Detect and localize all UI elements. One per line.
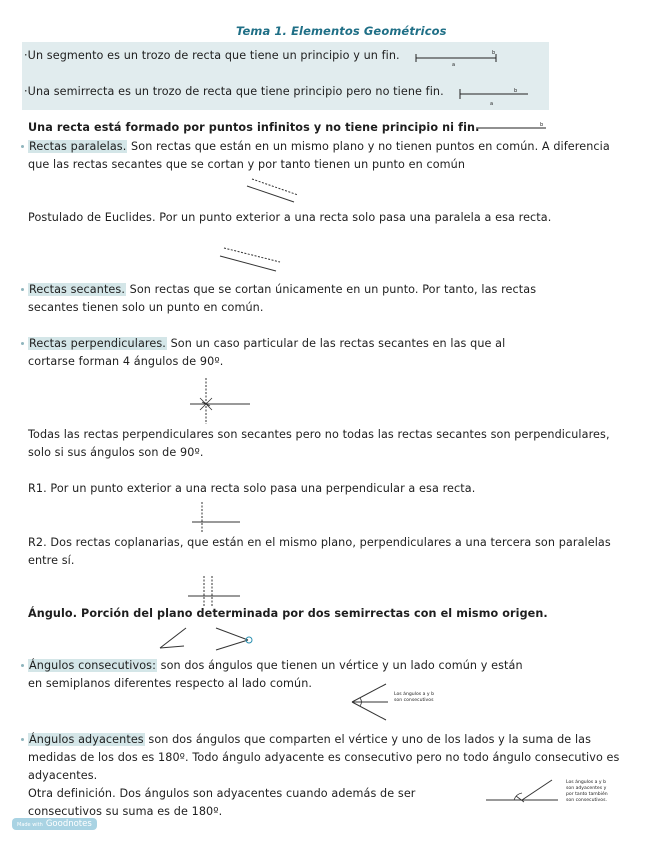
- all-perpendicular-text-2: solo si sus ángulos son de 90º.: [28, 446, 204, 459]
- perpendicular-figure: [186, 376, 256, 426]
- r1-figure: [190, 500, 250, 534]
- line-definition: Una recta está formado por puntos infinitos y no tiene principio ni fin.: [28, 121, 480, 134]
- secant-lines-paragraph: [28, 280, 536, 299]
- all-perpendicular-text-1: Todas las rectas perpendiculares son secantes pero no todas las rectas secantes son perpendiculares,: [28, 428, 610, 441]
- consecutive-angles-figure: [346, 682, 392, 722]
- angle-definition: Ángulo. Porción del plano determinada por dos semirrectas con el mismo origen.: [28, 607, 548, 620]
- page-title: Tema 1. Elementos Geométricos: [236, 24, 447, 38]
- adjacent-angles-text-1: son dos ángulos que comparten el vértice y uno de los lados y la suma de las: [144, 733, 592, 746]
- ray-definition: ·Una semirrecta es un trozo de recta que tiene principio pero no tiene fin.: [24, 85, 444, 98]
- parallel-lines-text-2: que las rectas secantes que se cortan y por tanto tienen un punto en común: [28, 158, 466, 171]
- r2-text-2: entre sí.: [28, 554, 75, 567]
- angle-figure: [150, 624, 260, 654]
- ray-label-a: a: [490, 101, 494, 107]
- line-figure: [474, 120, 554, 132]
- euclid-postulate: Postulado de Euclides. Por un punto exterior a una recta solo pasa una paralela a esa recta.: [28, 211, 552, 224]
- adjacent-angles-text-2: medidas de los dos es 180º. Todo ángulo adyacente es consecutivo pero no todo ángulo consecutivo es: [28, 751, 620, 764]
- parallel-lines-paragraph: [28, 137, 610, 156]
- segment-label-b: b: [492, 50, 496, 56]
- adjacent-note-line-4: son consecutivos.: [566, 798, 607, 803]
- perpendicular-lines-term: Rectas perpendiculares.: [29, 337, 166, 350]
- perpendicular-lines-paragraph: [28, 334, 505, 353]
- adjacent-angles-note: [566, 780, 608, 804]
- segment-figure: [414, 50, 504, 66]
- adjacent-angles-text-3: adyacentes.: [28, 769, 98, 782]
- adjacent-note-line-3: por tanto también: [566, 792, 608, 797]
- other-definition-text-2: consecutivos su suma es de 180º.: [28, 805, 223, 818]
- adjacent-note-line-1: Los ángulos a y b: [566, 780, 607, 785]
- adjacent-angles-term: Ángulos adyacentes: [29, 733, 144, 746]
- adjacent-angles-figure: [482, 778, 562, 804]
- euclid-figure: [216, 244, 286, 274]
- consecutive-angles-note: [394, 692, 434, 704]
- adjacent-note-line-2: son adyacentes y: [566, 786, 607, 791]
- consecutive-note-line-2: son consecutivos: [394, 698, 434, 703]
- consecutive-angles-text-2: en semiplanos diferentes respecto al lado común.: [28, 677, 313, 690]
- secant-lines-text-1: Son rectas que se cortan únicamente en un punto. Por tanto, las rectas: [126, 283, 537, 296]
- consecutive-angles-term: Ángulos consecutivos:: [29, 659, 156, 672]
- consecutive-angles-paragraph: [28, 656, 523, 675]
- parallel-lines-term: Rectas paralelas.: [29, 140, 127, 153]
- segment-definition: ·Un segmento es un trozo de recta que tiene un principio y un fin.: [24, 49, 400, 62]
- ray-label-b: b: [514, 88, 518, 94]
- perpendicular-lines-text-1: Son un caso particular de las rectas secantes en las que al: [166, 337, 506, 350]
- parallel-lines-figure: [244, 176, 304, 206]
- other-definition-text-1: Otra definición. Dos ángulos son adyacentes cuando además de ser: [28, 787, 416, 800]
- line-label-b: b: [540, 122, 544, 128]
- parallel-lines-text-1: Son rectas que están en un mismo plano y no tienen puntos en común. A diferencia: [127, 140, 610, 153]
- segment-label-a: a: [452, 62, 456, 68]
- ray-figure: [456, 86, 536, 106]
- made-with-label: Made with: [17, 822, 43, 828]
- perpendicular-lines-text-2: cortarse forman 4 ángulos de 90º.: [28, 355, 224, 368]
- goodnotes-brand: Goodnotes: [45, 819, 92, 829]
- r2-figure: [186, 574, 246, 608]
- consecutive-note-line-1: Los ángulos a y b: [394, 692, 435, 697]
- r2-text-1: R2. Dos rectas coplanarias, que están en el mismo plano, perpendiculares a una tercera son paralelas: [28, 536, 611, 549]
- secant-lines-text-2: secantes tienen solo un punto en común.: [28, 301, 264, 314]
- goodnotes-watermark: [12, 818, 97, 830]
- secant-lines-term: Rectas secantes.: [29, 283, 125, 296]
- r1-text: R1. Por un punto exterior a una recta solo pasa una perpendicular a esa recta.: [28, 482, 476, 495]
- consecutive-angles-text-1: son dos ángulos que tienen un vértice y un lado común y están: [156, 659, 523, 672]
- adjacent-angles-paragraph: [28, 730, 591, 749]
